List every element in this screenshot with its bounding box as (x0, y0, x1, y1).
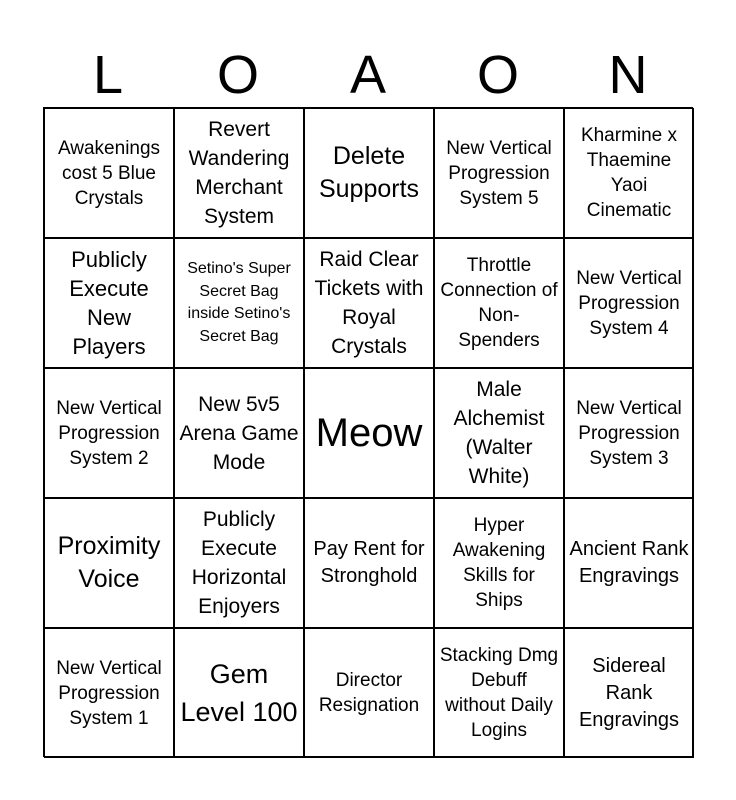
bingo-cell[interactable] (434, 498, 564, 628)
header-letter: O (476, 45, 519, 105)
cell-text: Gem Level 100 (180, 659, 298, 727)
cell-text: Director Resignation (318, 670, 420, 716)
cell-text: Publicly Execute New Players (69, 247, 149, 359)
cell-text: Male Alchemist (Walter White) (453, 378, 545, 488)
bingo-cell[interactable] (434, 108, 564, 238)
cell-text: New Vertical Progression System 4 (576, 267, 682, 339)
cell-text: Sidereal Rank Engravings (578, 654, 680, 731)
cell-text: Revert Wandering Merchant System (188, 118, 290, 228)
bingo-cell[interactable] (434, 628, 564, 758)
bingo-header (43, 44, 693, 106)
bingo-cell[interactable] (564, 108, 694, 238)
bingo-cell[interactable] (174, 628, 304, 758)
header-letter: L (92, 45, 124, 105)
header-letter: A (349, 45, 387, 105)
bingo-cell[interactable] (564, 368, 694, 498)
bingo-cell[interactable] (434, 368, 564, 498)
bingo-cell[interactable] (44, 368, 174, 498)
bingo-board (43, 107, 693, 757)
cell-text: Proximity Voice (57, 532, 161, 593)
bingo-cell[interactable] (304, 498, 434, 628)
bingo-cell[interactable] (44, 628, 174, 758)
bingo-cell[interactable] (434, 238, 564, 368)
bingo-cell[interactable] (44, 108, 174, 238)
bingo-cell[interactable] (304, 108, 434, 238)
bingo-cell[interactable] (564, 238, 694, 368)
bingo-cell[interactable] (174, 498, 304, 628)
cell-text: Setino's Super Secret Bag inside Setino's Secret Bag (187, 260, 291, 345)
bingo-cell[interactable] (564, 498, 694, 628)
bingo-cell[interactable] (44, 238, 174, 368)
cell-text: New Vertical Progression System 1 (56, 657, 162, 729)
cell-text: Delete Supports (318, 142, 420, 203)
cell-text: Ancient Rank Engravings (569, 538, 689, 587)
cell-text: New 5v5 Arena Game Mode (179, 392, 299, 474)
cell-text: Throttle Connection of Non-Spenders (440, 255, 558, 351)
bingo-cell[interactable] (564, 628, 694, 758)
bingo-cell[interactable] (304, 368, 434, 498)
cell-text: Pay Rent for Stronghold (313, 538, 425, 587)
cell-text: Awakenings cost 5 Blue Crystals (57, 137, 161, 209)
header-letter: O (216, 45, 259, 105)
bingo-cell[interactable] (304, 628, 434, 758)
cell-text: Publicly Execute Horizontal Enjoyers (191, 508, 287, 618)
cell-text: Raid Clear Tickets with Royal Crystals (314, 248, 424, 358)
cell-text: Hyper Awakening Skills for Ships (452, 515, 546, 611)
bingo-cell[interactable] (174, 108, 304, 238)
cell-text: Kharmine x Thaemine Yaoi Cinematic (580, 125, 678, 221)
cell-text: New Vertical Progression System 2 (56, 397, 162, 469)
bingo-cell[interactable] (44, 498, 174, 628)
bingo-cell[interactable] (174, 238, 304, 368)
cell-text: New Vertical Progression System 3 (576, 397, 682, 469)
header-letter: N (608, 45, 648, 105)
bingo-cell[interactable] (304, 238, 434, 368)
bingo-cell[interactable] (174, 368, 304, 498)
cell-text: Stacking Dmg Debuff without Daily Logins (439, 645, 559, 741)
cell-text: New Vertical Progression System 5 (446, 137, 552, 209)
cell-text: Meow (315, 411, 423, 455)
